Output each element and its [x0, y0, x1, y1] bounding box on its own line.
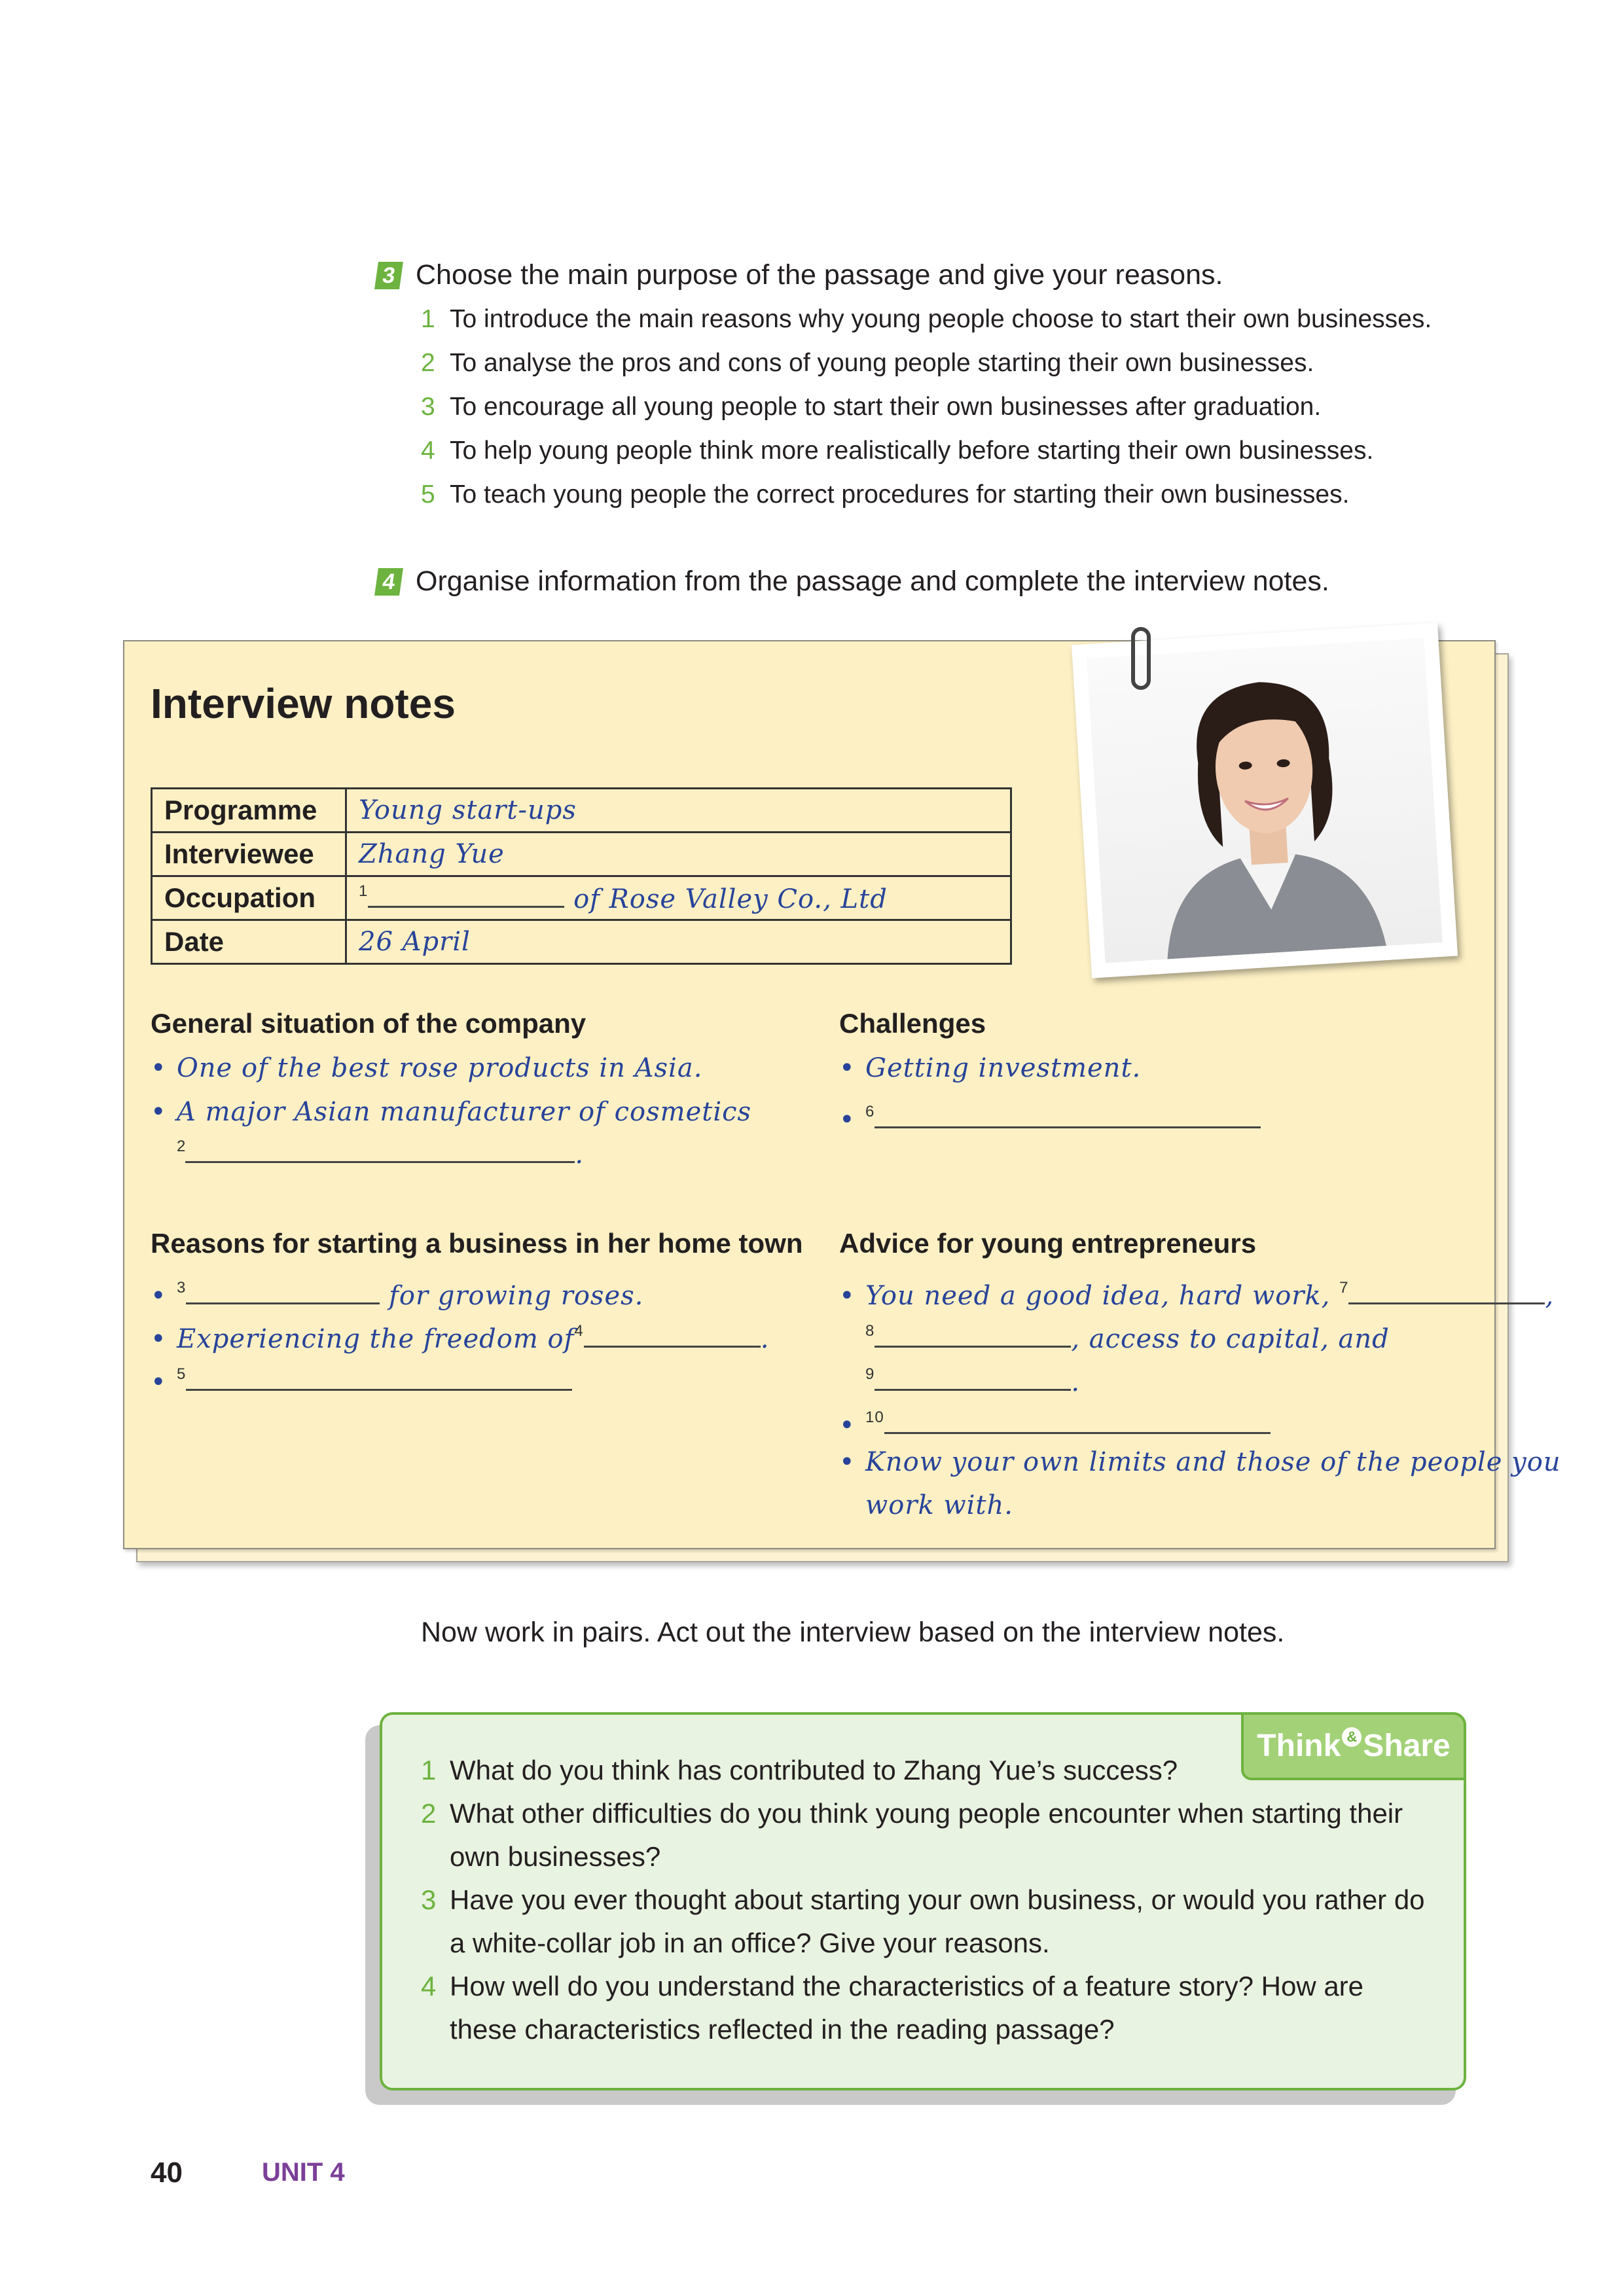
answer-blank[interactable] — [186, 1384, 572, 1391]
answer-blank[interactable] — [875, 1384, 1071, 1391]
exercise-number-badge: 4 — [374, 568, 403, 596]
page-number: 40 — [151, 2157, 183, 2189]
blank-number: 7 — [1339, 1279, 1349, 1297]
lightbulb-icon: & — [1342, 1727, 1362, 1747]
list-item-continuation: $^9$ . — [865, 1365, 1081, 1397]
list-item-blank: • $^{10}$ — [839, 1399, 1271, 1444]
table-row — [152, 789, 1011, 833]
blank-number: 2 — [177, 1138, 186, 1155]
blank-number: 5 — [177, 1365, 187, 1383]
answer-blank[interactable] — [875, 1121, 1261, 1128]
option-item: 2 To analyse the pros and cons of young people starting their own businesses. — [421, 349, 1314, 377]
table-value: Young start-ups — [346, 789, 1011, 833]
challenges-heading: Challenges — [839, 1008, 986, 1039]
table-value: Zhang Yue — [346, 833, 1011, 876]
list-item-continuation: work with. — [865, 1490, 1013, 1520]
blank-number: 9 — [865, 1365, 875, 1383]
think-share-tab: Think & Share — [1241, 1712, 1466, 1780]
pair-work-instruction: Now work in pairs. Act out the interview based on the interview notes. — [421, 1617, 1285, 1648]
blank-number: 1 — [359, 882, 369, 900]
question-item: 1 What do you think has contributed to Zhang Yue’s success? — [421, 1755, 1178, 1785]
list-item-blank: $^2$ . — [177, 1138, 585, 1170]
answer-blank[interactable] — [1348, 1297, 1545, 1304]
answer-blank[interactable] — [185, 1156, 575, 1163]
exercise-3-heading — [376, 257, 1223, 293]
exercise-number-badge: 3 — [374, 262, 403, 289]
blank-number: 3 — [177, 1279, 187, 1297]
answer-blank[interactable] — [584, 1340, 761, 1348]
exercise-4-instruction: Organise information from the passage and complete the interview notes. — [416, 565, 1329, 597]
list-item-blank: • $^6$ — [839, 1094, 1261, 1138]
general-situation-heading: General situation of the company — [151, 1008, 586, 1039]
table-value-with-blank — [346, 876, 1011, 920]
option-item: 4 To help young people think more realistically before starting their own businesses. — [421, 437, 1374, 465]
blank-number: 6 — [865, 1103, 875, 1121]
table-label: Programme — [152, 789, 346, 833]
table-label: Interviewee — [152, 833, 346, 876]
unit-label: UNIT 4 — [262, 2158, 345, 2187]
exercise-4-heading — [376, 563, 1329, 600]
table-value: 26 April — [346, 920, 1011, 964]
blank-number: 8 — [865, 1322, 875, 1340]
table-row — [152, 833, 1011, 876]
blank-number: 10 — [865, 1408, 884, 1426]
list-item-blank: • You need a good idea, hard work, $^7$ , — [839, 1279, 1555, 1311]
question-item: 3 Have you ever thought about starting your own business, or would you rather do a white-collar job in an office? Give your reasons. — [421, 1884, 1425, 1958]
list-item: • One of the best rose products in Asia. — [151, 1053, 703, 1083]
table-row — [152, 876, 1011, 920]
answer-blank[interactable] — [186, 1297, 380, 1304]
table-label: Occupation — [152, 876, 346, 920]
exercise-3-instruction: Choose the main purpose of the passage and give your reasons. — [416, 259, 1223, 291]
paper-clip-icon — [1131, 627, 1151, 690]
answer-blank[interactable] — [368, 901, 564, 908]
question-item: 4 How well do you understand the characteristics of a feature story? How are these characteristics reflected in the reading passage? — [421, 1971, 1364, 2045]
option-item: 1 To introduce the main reasons why young people choose to start their own businesses. — [421, 305, 1432, 333]
blank-number: 4 — [574, 1322, 584, 1340]
advice-heading: Advice for young entrepreneurs — [839, 1228, 1257, 1259]
table-label: Date — [152, 920, 346, 964]
list-item-blank: • $^5$ — [151, 1356, 572, 1401]
reasons-heading: Reasons for starting a business in her home town — [151, 1228, 803, 1259]
option-item: 3 To encourage all young people to start their own businesses after graduation. — [421, 393, 1322, 421]
option-item: 5 To teach young people the correct procedures for starting their own businesses. — [421, 480, 1350, 509]
notes-title: Interview notes — [151, 680, 456, 727]
interview-info-table — [151, 787, 1012, 965]
table-row — [152, 920, 1011, 964]
list-item: • A major Asian manufacturer of cosmetics — [151, 1097, 752, 1127]
answer-blank[interactable] — [884, 1427, 1271, 1434]
occupation-text: of Rose Valley Co., Ltd — [573, 884, 888, 914]
answer-blank[interactable] — [875, 1340, 1071, 1348]
list-item-blank: • $^3$ for growing roses. — [151, 1279, 644, 1311]
list-item: • Know your own limits and those of the people you — [839, 1447, 1561, 1477]
list-item-continuation: $^8$ , access to capital, and — [865, 1322, 1390, 1354]
list-item: • Getting investment. — [839, 1053, 1142, 1083]
list-item-blank: • Experiencing the freedom $of^4$ . — [151, 1322, 770, 1354]
question-item: 2 What other difficulties do you think young people encounter when starting their own businesses? — [421, 1798, 1403, 1872]
interviewee-photo — [1072, 622, 1458, 978]
